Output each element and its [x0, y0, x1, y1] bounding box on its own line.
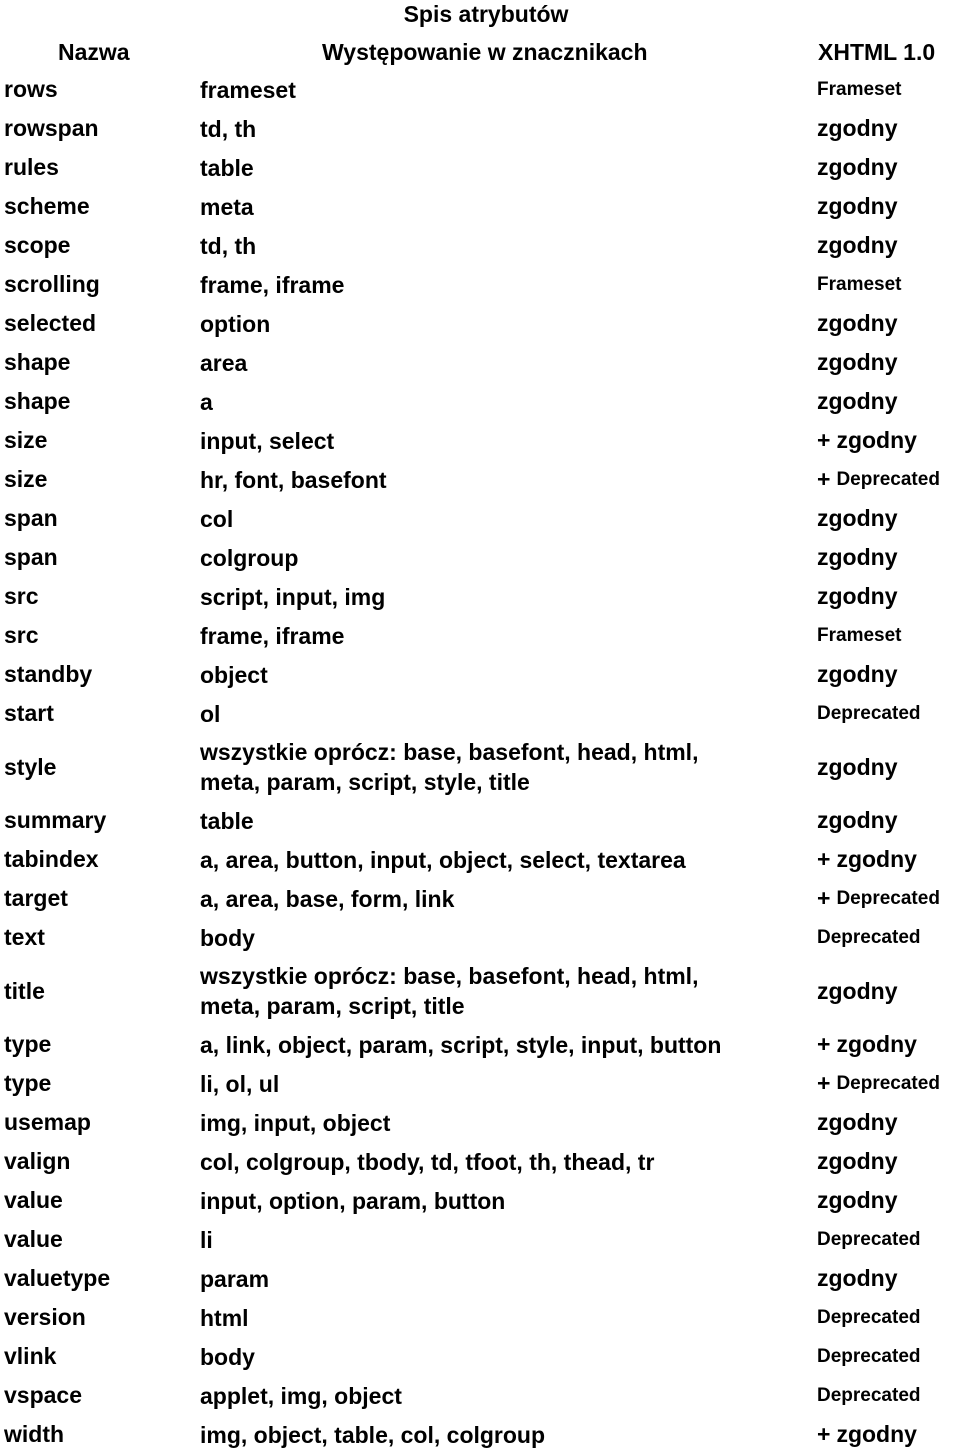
- xhtml-status-value: zgodny: [817, 583, 898, 609]
- header-occurrence: Występowanie w znacznikach: [322, 39, 648, 65]
- xhtml-status: [817, 1064, 940, 1103]
- attribute-tags: [200, 957, 698, 1025]
- attribute-name: span: [4, 544, 58, 570]
- attribute-tags: frameset: [200, 76, 296, 103]
- xhtml-status-value: Frameset: [817, 624, 902, 646]
- xhtml-status: [817, 538, 898, 577]
- attribute-tags: table: [200, 807, 254, 834]
- xhtml-status: [817, 733, 898, 801]
- table-row: [0, 616, 960, 655]
- xhtml-status-value: Frameset: [817, 78, 902, 100]
- attribute-tags: frame, iframe: [200, 271, 345, 298]
- xhtml-status-value: zgodny: [817, 115, 898, 141]
- attribute-name: rowspan: [4, 115, 99, 141]
- xhtml-status-value: zgodny: [836, 1031, 917, 1057]
- attribute-tags: applet, img, object: [200, 1382, 402, 1409]
- attribute-name: type: [4, 1070, 52, 1096]
- table-row: [0, 733, 960, 801]
- attribute-name: scope: [4, 232, 71, 258]
- attribute-tags: td, th: [200, 115, 257, 142]
- attribute-tags: a, area, button, input, object, select, textarea: [200, 846, 686, 873]
- attribute-name: vlink: [4, 1343, 57, 1369]
- attribute-tags: [200, 733, 698, 801]
- table-row: [0, 840, 960, 879]
- table-row: [0, 801, 960, 840]
- xhtml-status: [817, 304, 898, 343]
- table-row: [0, 460, 960, 499]
- xhtml-status-value: Deprecated: [817, 1384, 921, 1406]
- xhtml-status: [817, 226, 898, 265]
- xhtml-status: [817, 148, 898, 187]
- xhtml-status-value: Deprecated: [817, 1345, 921, 1367]
- table-row: [0, 538, 960, 577]
- attribute-name: standby: [4, 661, 93, 687]
- table-row: [0, 1064, 960, 1103]
- attribute-name: span: [4, 505, 58, 531]
- attribute-tags: body: [200, 924, 255, 951]
- table-row: [0, 148, 960, 187]
- attribute-tags: body: [200, 1343, 255, 1370]
- xhtml-status-value: zgodny: [817, 193, 898, 219]
- plus-mark: +: [817, 1421, 831, 1447]
- attribute-tags: input, option, param, button: [200, 1187, 506, 1214]
- attribute-name: rules: [4, 154, 59, 180]
- table-row: [0, 1181, 960, 1220]
- table-row: [0, 655, 960, 694]
- attribute-tags: object: [200, 661, 268, 688]
- xhtml-status: [817, 265, 902, 304]
- attribute-name: size: [4, 466, 48, 492]
- table-row: [0, 1025, 960, 1064]
- attribute-tags: li, ol, ul: [200, 1070, 280, 1097]
- attribute-tags: option: [200, 310, 271, 337]
- xhtml-status: [817, 879, 940, 918]
- attribute-tags: html: [200, 1304, 249, 1331]
- attribute-name: title: [4, 977, 45, 1004]
- attribute-name: src: [4, 622, 39, 648]
- xhtml-status: [817, 421, 917, 460]
- table-row: [0, 382, 960, 421]
- xhtml-status: [817, 1259, 898, 1298]
- xhtml-status: [817, 577, 898, 616]
- attribute-name: value: [4, 1187, 63, 1213]
- xhtml-status: [817, 1142, 898, 1181]
- xhtml-status: [817, 109, 898, 148]
- xhtml-status: [817, 1181, 898, 1220]
- header-name: Nazwa: [58, 39, 130, 65]
- attribute-tags: colgroup: [200, 544, 299, 571]
- attribute-tags-line-1: wszystkie oprócz: base, basefont, head, html,: [200, 963, 699, 989]
- table-row: [0, 1376, 960, 1415]
- xhtml-status: [817, 918, 921, 957]
- attribute-name: scheme: [4, 193, 90, 219]
- table-row: [0, 577, 960, 616]
- attribute-name: target: [4, 885, 68, 911]
- attribute-tags-line-2: meta, param, script, style, title: [200, 769, 530, 795]
- xhtml-status: [817, 694, 921, 733]
- xhtml-status-value: Frameset: [817, 273, 902, 295]
- table-row: [0, 343, 960, 382]
- xhtml-status-value: zgodny: [817, 544, 898, 570]
- xhtml-status-value: zgodny: [836, 846, 917, 872]
- xhtml-status-value: zgodny: [817, 505, 898, 531]
- xhtml-status-value: zgodny: [817, 1109, 898, 1135]
- table-row: [0, 1259, 960, 1298]
- xhtml-status-value: Deprecated: [836, 468, 940, 490]
- attribute-name: text: [4, 924, 45, 950]
- xhtml-status-value: zgodny: [817, 349, 898, 375]
- attribute-name: valuetype: [4, 1265, 111, 1291]
- attribute-name: src: [4, 583, 39, 609]
- xhtml-status-value: Deprecated: [817, 1228, 921, 1250]
- xhtml-status-value: zgodny: [817, 154, 898, 180]
- attribute-tags: input, select: [200, 427, 335, 454]
- xhtml-status-value: zgodny: [817, 1265, 898, 1291]
- attribute-tags: param: [200, 1265, 270, 1292]
- header-xhtml: XHTML 1.0: [818, 39, 936, 65]
- xhtml-status: [817, 655, 898, 694]
- xhtml-status-value: zgodny: [836, 1421, 917, 1447]
- attribute-name: scrolling: [4, 271, 100, 297]
- attribute-tags: img, input, object: [200, 1109, 391, 1136]
- table-row: [0, 304, 960, 343]
- table-row: [0, 694, 960, 733]
- xhtml-status-value: zgodny: [836, 427, 917, 453]
- attribute-tags: col: [200, 505, 234, 532]
- attribute-tags: hr, font, basefont: [200, 466, 387, 493]
- attribute-tags: ol: [200, 700, 221, 727]
- table-row: [0, 1103, 960, 1142]
- attribute-name: width: [4, 1421, 65, 1447]
- xhtml-status-value: zgodny: [817, 1148, 898, 1174]
- attribute-name: shape: [4, 388, 71, 414]
- plus-mark: +: [817, 846, 831, 872]
- attribute-tags: script, input, img: [200, 583, 386, 610]
- xhtml-status-value: zgodny: [817, 977, 898, 1004]
- attribute-name: version: [4, 1304, 86, 1330]
- attribute-name: value: [4, 1226, 63, 1252]
- table-row: [0, 957, 960, 1025]
- attribute-tags-line-2: meta, param, script, title: [200, 993, 465, 1019]
- attribute-tags: table: [200, 154, 254, 181]
- xhtml-status-value: zgodny: [817, 753, 898, 780]
- xhtml-status: [817, 1298, 921, 1337]
- attribute-tags: img, object, table, col, colgroup: [200, 1421, 546, 1448]
- attribute-tags: li: [200, 1226, 213, 1253]
- plus-mark: +: [817, 1031, 831, 1057]
- xhtml-status-value: Deprecated: [836, 887, 940, 909]
- table-row: [0, 918, 960, 957]
- xhtml-status: [817, 1415, 917, 1454]
- xhtml-status: [817, 1376, 921, 1415]
- xhtml-status: [817, 616, 902, 655]
- table-row: [0, 109, 960, 148]
- attribute-name: tabindex: [4, 846, 99, 872]
- attribute-tags: a: [200, 388, 213, 415]
- xhtml-status-value: zgodny: [817, 388, 898, 414]
- plus-mark: +: [817, 885, 831, 911]
- xhtml-status-value: zgodny: [817, 232, 898, 258]
- page-title: Spis atrybutów: [403, 1, 569, 27]
- xhtml-status-value: zgodny: [817, 807, 898, 833]
- attribute-name: shape: [4, 349, 71, 375]
- xhtml-status: [817, 499, 898, 538]
- xhtml-status: [817, 801, 898, 840]
- table-row: [0, 879, 960, 918]
- attribute-name: type: [4, 1031, 52, 1057]
- xhtml-status: [817, 1025, 917, 1064]
- table-row: [0, 1298, 960, 1337]
- attribute-tags: a, area, base, form, link: [200, 885, 455, 912]
- xhtml-status: [817, 70, 902, 109]
- attribute-name: size: [4, 427, 48, 453]
- attribute-name: valign: [4, 1148, 71, 1174]
- attribute-name: rows: [4, 76, 58, 102]
- attribute-name: usemap: [4, 1109, 91, 1135]
- xhtml-status: [817, 1337, 921, 1376]
- table-row: [0, 1415, 960, 1454]
- xhtml-status-value: zgodny: [817, 1187, 898, 1213]
- attribute-tags-text: [200, 737, 698, 797]
- xhtml-status-value: Deprecated: [817, 1306, 921, 1328]
- attribute-tags-text: [200, 961, 698, 1021]
- xhtml-status: [817, 460, 940, 499]
- attribute-name: style: [4, 753, 57, 780]
- attribute-tags: frame, iframe: [200, 622, 345, 649]
- xhtml-status: [817, 957, 898, 1025]
- table-row: [0, 1337, 960, 1376]
- attribute-tags: td, th: [200, 232, 257, 259]
- xhtml-status-value: Deprecated: [817, 702, 921, 724]
- plus-mark: +: [817, 466, 831, 492]
- xhtml-status: [817, 343, 898, 382]
- table-row: [0, 70, 960, 109]
- table-row: [0, 421, 960, 460]
- attribute-name: selected: [4, 310, 97, 336]
- plus-mark: +: [817, 1070, 831, 1096]
- attribute-tags: meta: [200, 193, 254, 220]
- table-row: [0, 1220, 960, 1259]
- attribute-tags-line-1: wszystkie oprócz: base, basefont, head, html,: [200, 739, 699, 765]
- table-row: [0, 499, 960, 538]
- xhtml-status-value: Deprecated: [817, 926, 921, 948]
- table-row: [0, 226, 960, 265]
- xhtml-status: [817, 840, 917, 879]
- xhtml-status-value: zgodny: [817, 310, 898, 336]
- table-row: [0, 1142, 960, 1181]
- xhtml-status: [817, 187, 898, 226]
- attribute-name: summary: [4, 807, 107, 833]
- xhtml-status: [817, 1103, 898, 1142]
- attribute-name: vspace: [4, 1382, 83, 1408]
- attribute-name: start: [4, 700, 54, 726]
- plus-mark: +: [817, 427, 831, 453]
- table-row: [0, 265, 960, 304]
- attribute-tags: area: [200, 349, 248, 376]
- xhtml-status: [817, 382, 898, 421]
- xhtml-status: [817, 1220, 921, 1259]
- table-row: [0, 187, 960, 226]
- xhtml-status-value: zgodny: [817, 661, 898, 687]
- attribute-tags: a, link, object, param, script, style, input, button: [200, 1031, 722, 1058]
- attribute-tags: col, colgroup, tbody, td, tfoot, th, thead, tr: [200, 1148, 655, 1175]
- xhtml-status-value: Deprecated: [836, 1072, 940, 1094]
